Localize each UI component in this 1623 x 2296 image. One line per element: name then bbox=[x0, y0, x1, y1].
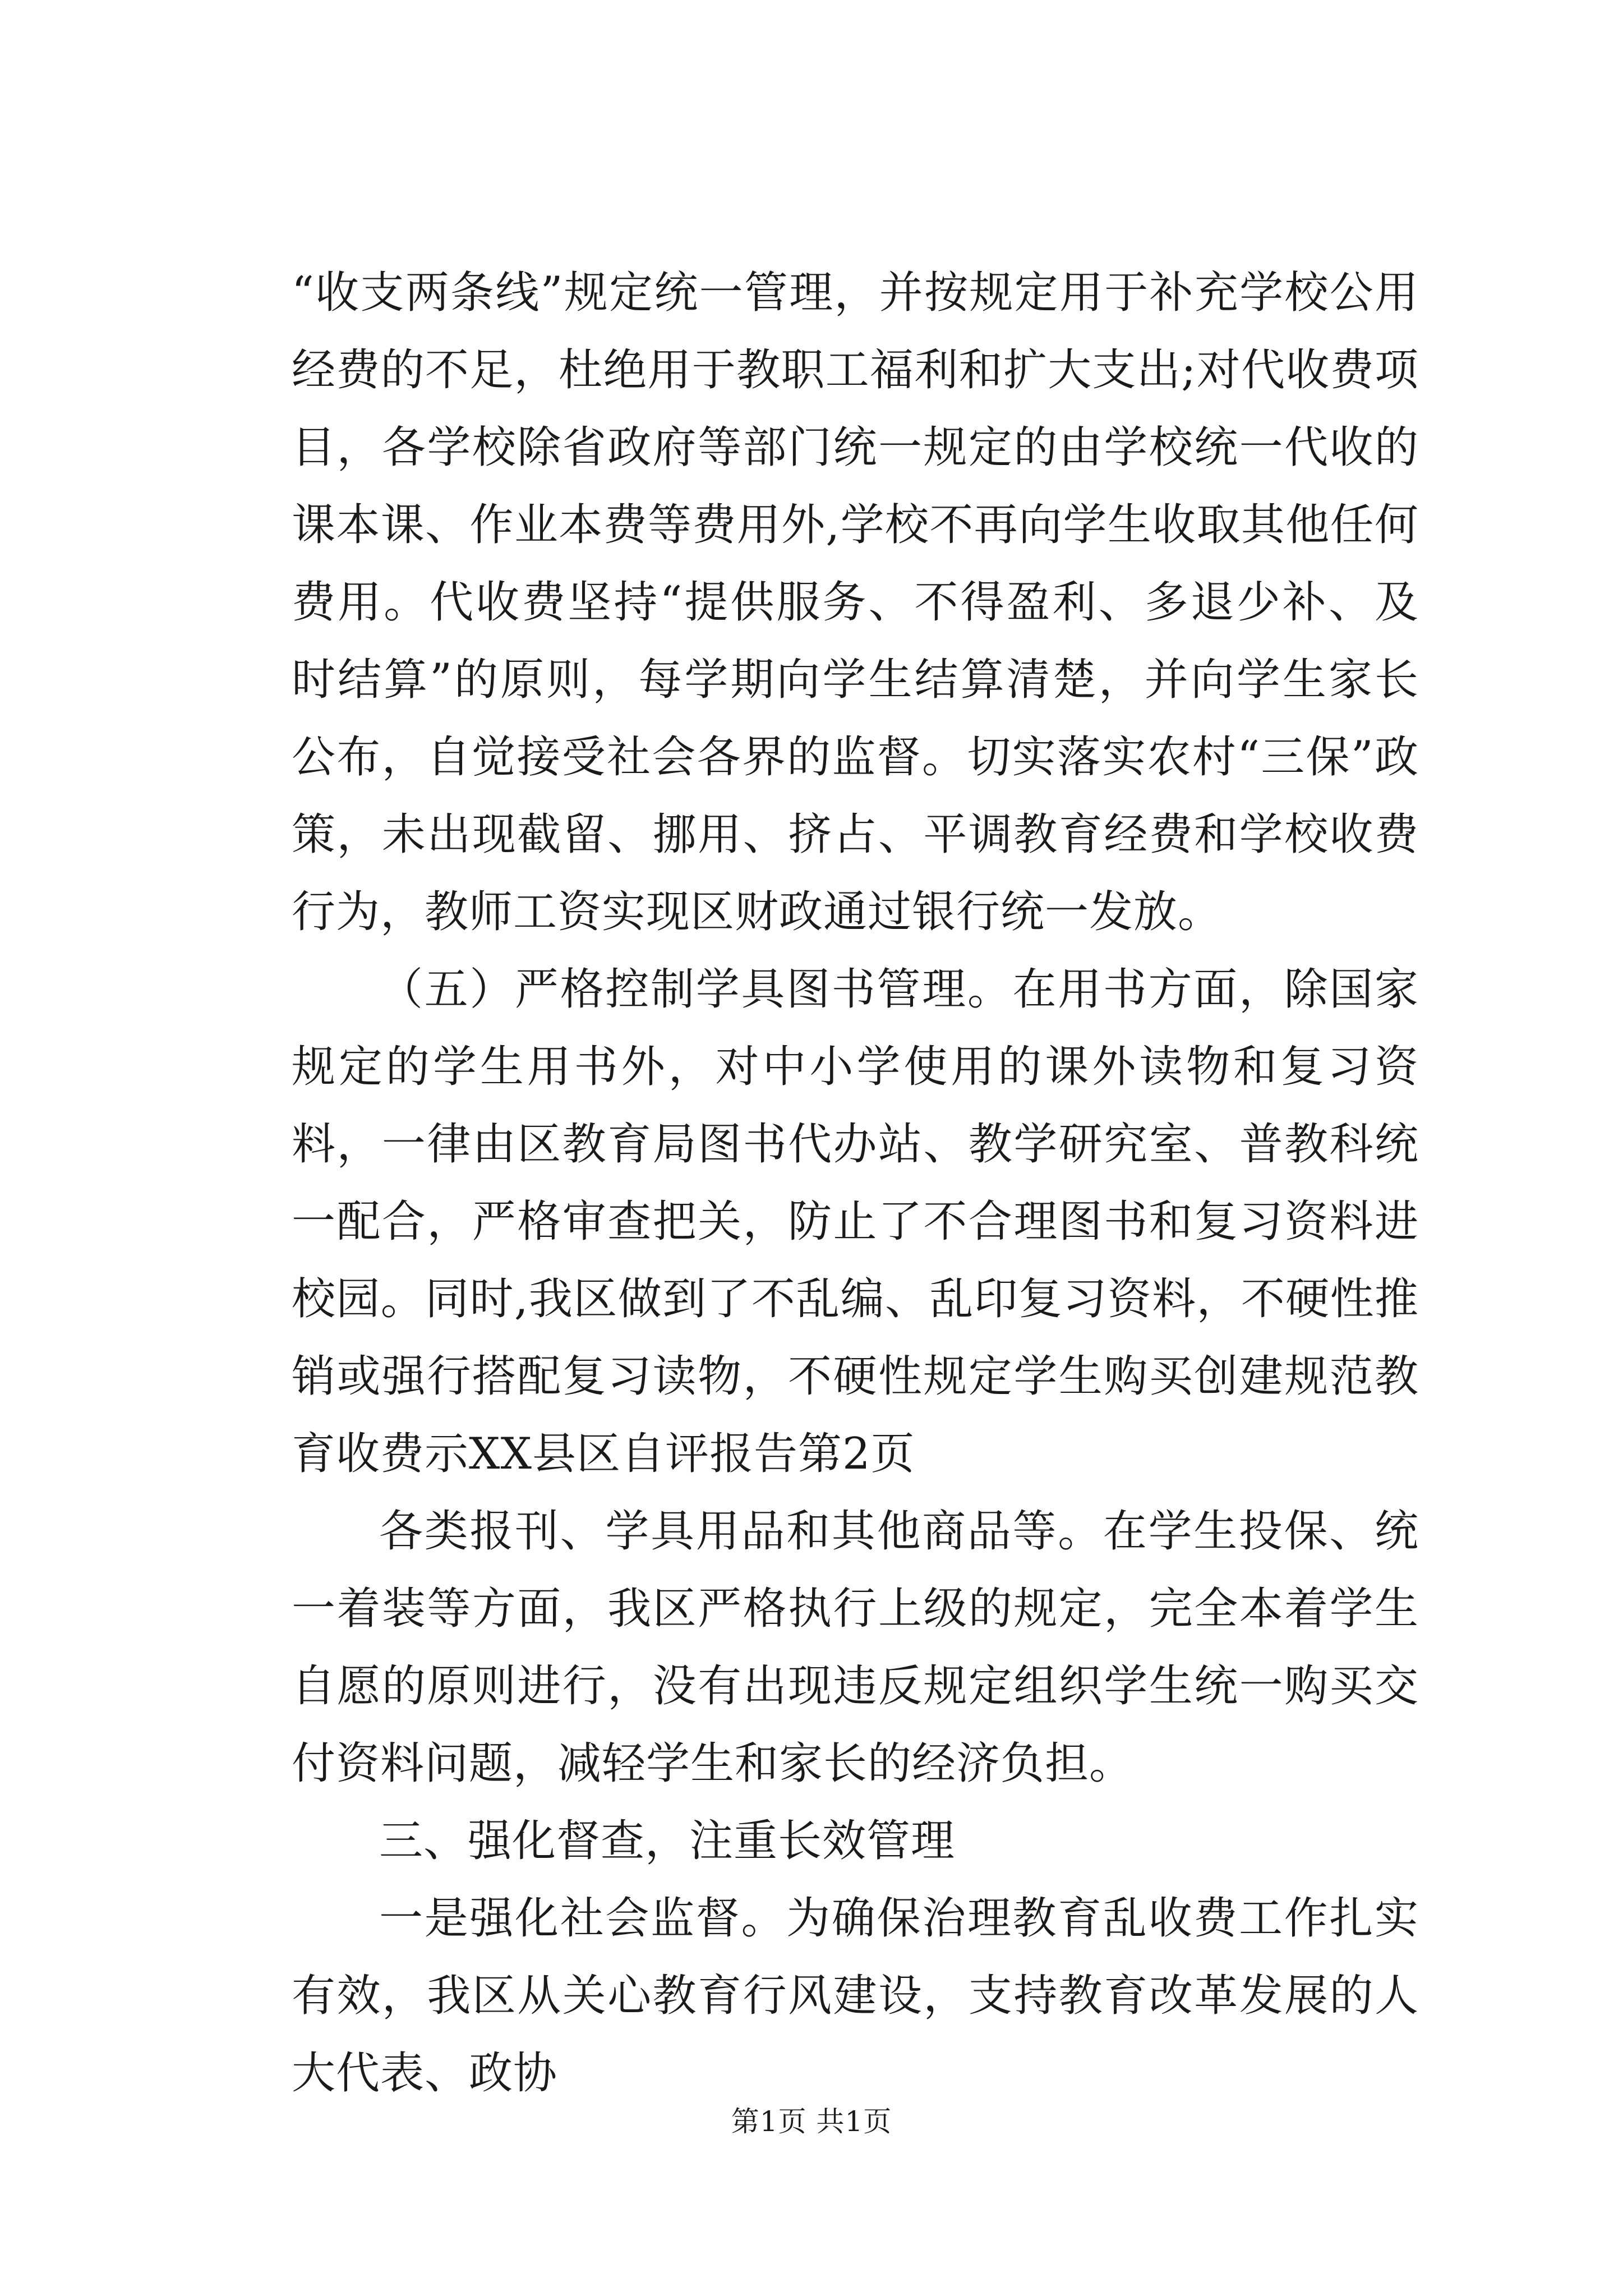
section-heading-supervision: 三、强化督查，注重长效管理 bbox=[379, 1816, 956, 1866]
page-footer: 第1页 共1页 bbox=[731, 2105, 892, 2138]
paragraph-books-supplies: （五）严格控制学具图书管理。在用书方面，除国家规定的学生用书外，对中小学使用的课外读物和复习资料，一律由区教育局图书代办站、教学研究室、普教科统一配合，严格审查把关，防止了不合理图书和复习资料进校园。同时,我区做到了不乱编、乱印复习资料，不硬性推销或强行搭配复习读物，不硬性规定学生购买创建规范教育收费示XX县区自评报告第2页 bbox=[292, 964, 1419, 1479]
paragraph-social-supervision: 一是强化社会监督。为确保治理教育乱收费工作扎实有效，我区从关心教育行风建设，支持教育改革发展的人大代表、政协 bbox=[292, 1893, 1419, 2099]
paragraph-periodicals: 各类报刊、学具用品和其他商品等。在学生投保、统一着装等方面，我区严格执行上级的规定，完全本着学生自愿的原则进行，没有出现违反规定组织学生统一购买交付资料问题，减轻学生和家长的经济负担。 bbox=[292, 1506, 1419, 1789]
document-body bbox=[292, 254, 1419, 2112]
paragraph-fee-management: “收支两条线”规定统一管理，并按规定用于补充学校公用经费的不足，杜绝用于教职工福利和扩大支出;对代收费项目，各学校除省政府等部门统一规定的由学校统一代收的课本课、作业本费等费用外,学校不再向学生收取其他任何费用。代收费坚持“提供服务、不得盈利、多退少补、及时结算”的原则，每学期向学生结算清楚，并向学生家长公布，自觉接受社会各界的监督。切实落实农村“三保”政策，未出现截留、挪用、挤占、平调教育经费和学校收费行为，教师工资实现区财政通过银行统一发放。 bbox=[292, 268, 1419, 937]
